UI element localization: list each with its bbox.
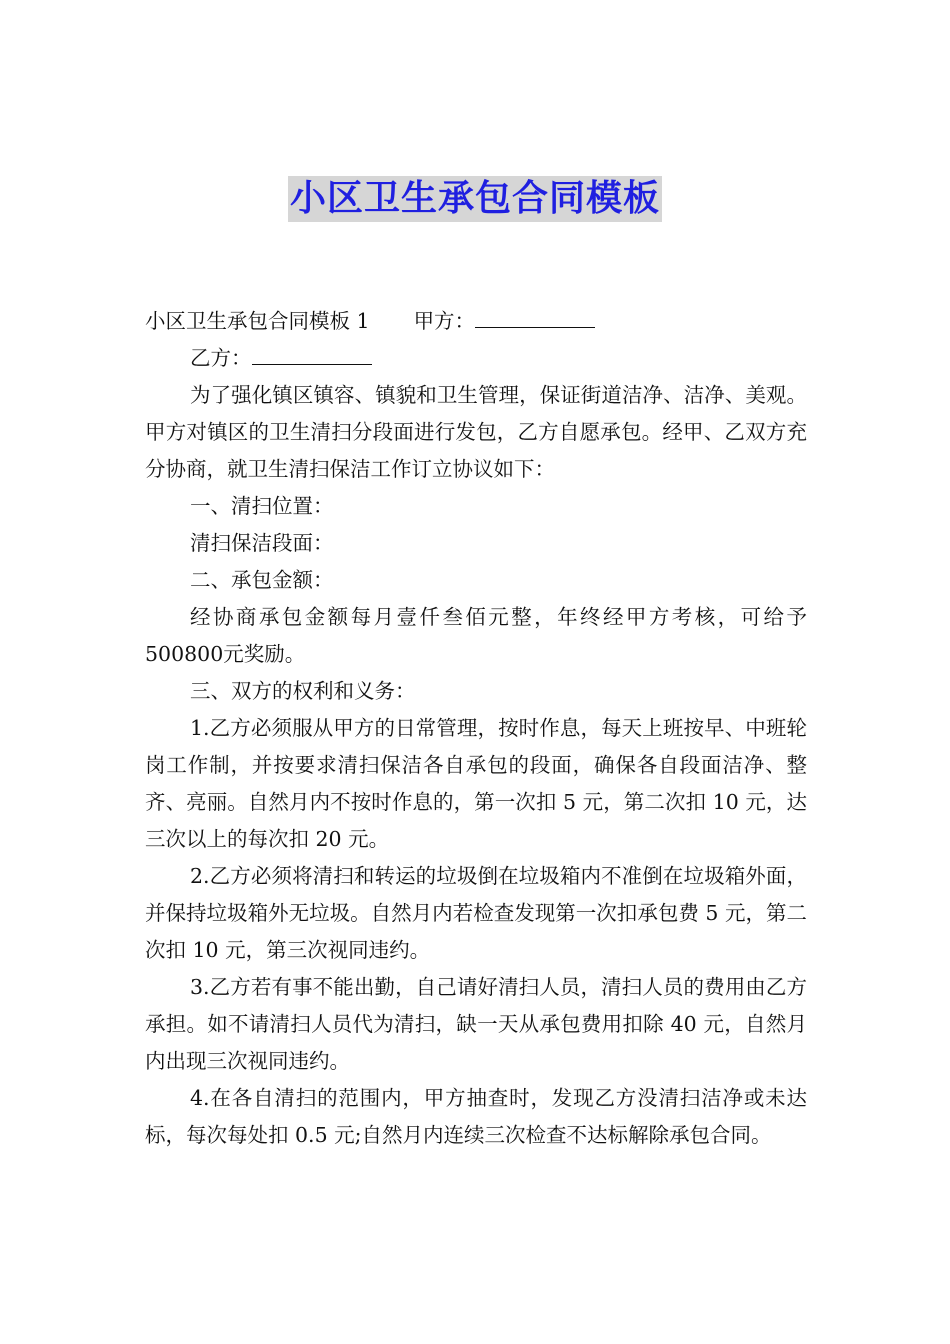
- clause-4: 4.在各自清扫的范围内，甲方抽查时，发现乙方没清扫洁净或未达标，每次每处扣 0.5 元;自然月内连续三次检查不达标解除承包合同。: [145, 1086, 807, 1147]
- paragraph-amount: 经协商承包金额每月壹仟叁佰元整，年终经甲方考核，可给予500800元奖励。: [145, 605, 807, 666]
- paragraph-intro: 为了强化镇区镇容、镇貌和卫生管理，保证街道洁净、洁净、美观。甲方对镇区的卫生清扫分段面进行发包，乙方自愿承包。经甲、乙双方充分协商，就卫生清扫保洁工作订立协议如下：: [145, 383, 807, 481]
- party-b-blank: [252, 344, 372, 365]
- heading-location: 一、清扫位置：: [190, 494, 334, 518]
- clause-2: 2.乙方必须将清扫和转运的垃圾倒在垃圾箱内不准倒在垃圾箱外面，并保持垃圾箱外无垃圾。自然月内若检查发现第一次扣承包费 5 元，第二次扣 10 元，第三次视同违约。: [145, 864, 807, 962]
- clause-3: 3.乙方若有事不能出勤，自己请好清扫人员，清扫人员的费用由乙方承担。如不请清扫人员代为清扫，缺一天从承包费用扣除 40 元，自然月内出现三次视同违约。: [145, 975, 807, 1073]
- document-title: 小区卫生承包合同模板: [288, 176, 662, 222]
- heading-amount: 二、承包金额：: [190, 568, 334, 592]
- heading-rights: 三、双方的权利和义务：: [190, 679, 416, 703]
- clause-1: 1.乙方必须服从甲方的日常管理，按时作息，每天上班按早、中班轮岗工作制，并按要求清扫保洁各自承包的段面，确保各自段面洁净、整齐、亮丽。自然月内不按时作息的，第一次扣 5 元，第二次扣 10 元，达三次以上的每次扣 20 元。: [145, 716, 807, 851]
- party-b-line: [145, 340, 807, 377]
- party-b-label: 乙方：: [190, 346, 252, 370]
- party-a-label: 甲方：: [413, 309, 476, 333]
- header-line: [145, 303, 807, 340]
- doc-name: 小区卫生承包合同模板 1: [145, 309, 370, 333]
- party-a-blank: [475, 307, 595, 328]
- paragraph-section: 清扫保洁段面：: [190, 531, 334, 555]
- document-body: [145, 303, 807, 1154]
- title-wrap: [0, 176, 950, 222]
